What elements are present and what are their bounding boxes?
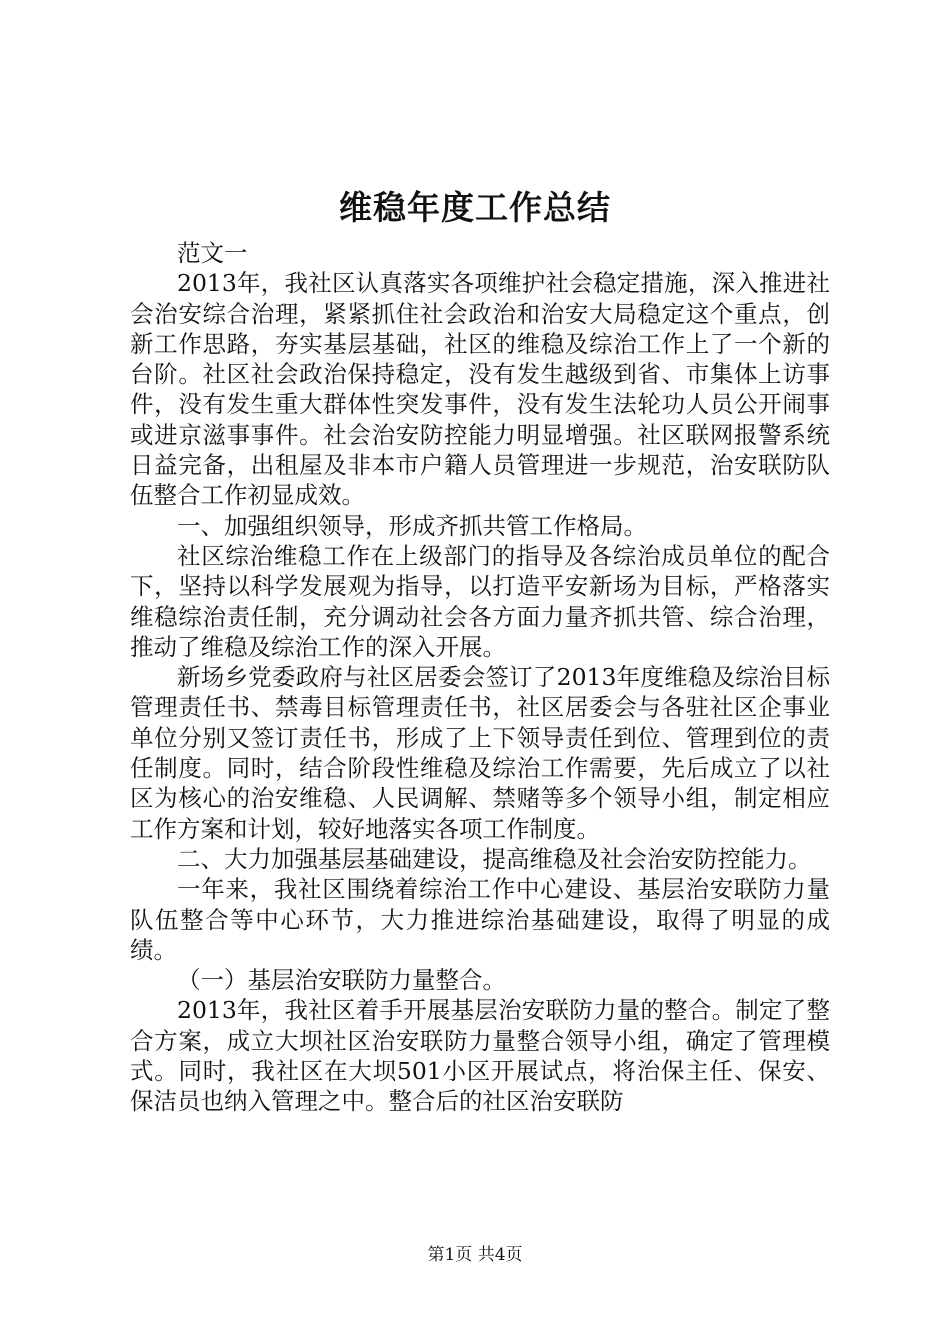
paragraph-section-1-a: 社区综治维稳工作在上级部门的指导及各综治成员单位的配合下，坚持以科学发展观为指导，以打造平安新场为目标，严格落实维稳综治责任制，充分调动社会各方面力量齐抓共管、综合治理，推动了维稳及综治工作的深入开展。	[130, 541, 830, 661]
paragraph-sample-label: 范文一	[177, 239, 248, 267]
paragraph-section-2-a: 一年来，我社区围绕着综治工作中心建设、基层治安联防力量队伍整合等中心环节，大力推进综治基础建设，取得了明显的成绩。	[130, 875, 830, 964]
page-number-footer: 第1页 共4页	[427, 1245, 523, 1265]
heading-subsection-1: （一）基层治安联防力量整合。	[177, 966, 506, 995]
paragraph-intro: 2013年，我社区认真落实各项维护社会稳定措施，深入推进社会治安综合治理，紧紧抓住社会政治和治安大局稳定这个重点，创新工作思路，夯实基层基础，社区的维稳及综治工作上了一个新的台阶。社区社会政治保持稳定，没有发生越级到省、市集体上访事件，没有发生重大群体性突发事件，没有发生法轮功人员公开闹事或进京滋事事件。社会治安防控能力明显增强。社区联网报警系统日益完备，出租屋及非本市户籍人员管理进一步规范，治安联防队伍整合工作初显成效。	[130, 269, 830, 510]
document-body	[130, 238, 830, 1117]
document-title: 维稳年度工作总结	[339, 188, 611, 227]
paragraph-subsection-1: 2013年，我社区着手开展基层治安联防力量的整合。制定了整合方案，成立大坝社区治安联防力量整合领导小组，确定了管理模式。同时，我社区在大坝501小区开展试点，将治保主任、保安、保洁员也纳入管理之中。整合后的社区治安联防	[130, 996, 830, 1116]
paragraph-section-1-b: 新场乡党委政府与社区居委会签订了2013年度维稳及综治目标管理责任书、禁毒目标管理责任书，社区居委会与各驻社区企事业单位分别又签订责任书，形成了上下领导责任到位、管理到位的责任制度。同时，结合阶段性维稳及综治工作需要，先后成立了以社区为核心的治安维稳、人民调解、禁赌等多个领导小组，制定相应工作方案和计划，较好地落实各项工作制度。	[130, 663, 830, 843]
heading-section-2: 二、大力加强基层基础建设，提高维稳及社会治安防控能力。	[177, 844, 812, 873]
heading-section-1: 一、加强组织领导，形成齐抓共管工作格局。	[177, 511, 647, 540]
